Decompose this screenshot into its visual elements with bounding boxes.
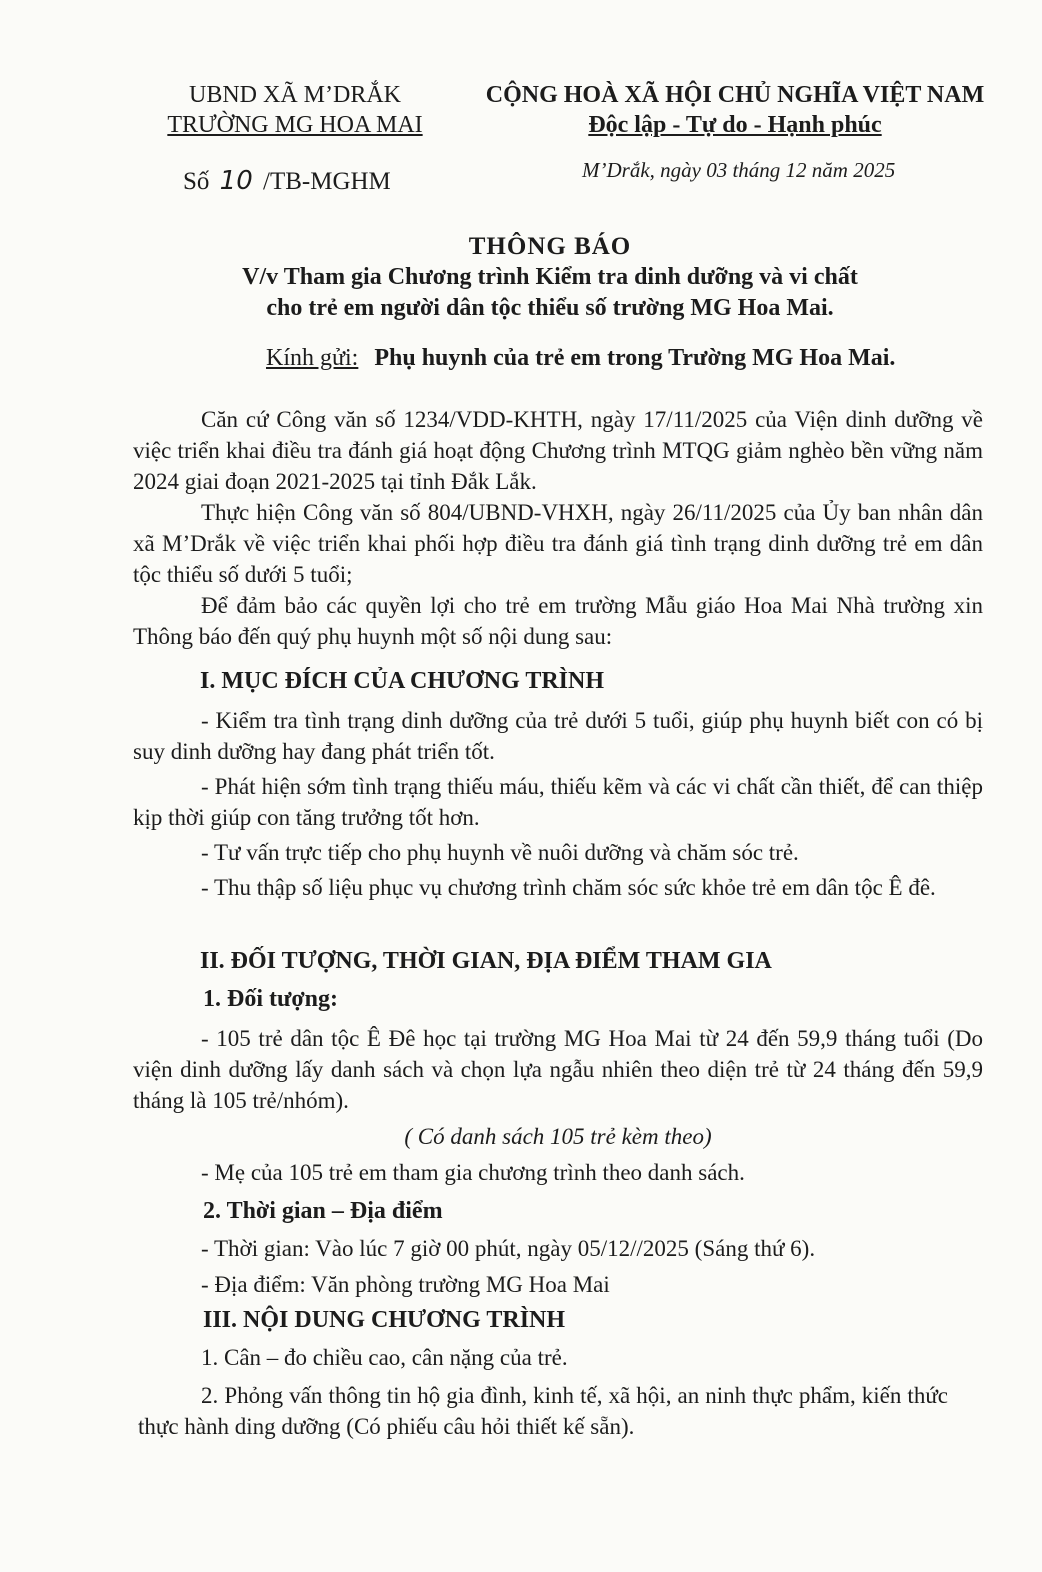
section3-heading: III. NỘI DUNG CHƯƠNG TRÌNH bbox=[203, 1307, 566, 1333]
intro-paragraphs bbox=[133, 404, 983, 652]
number-prefix: Số bbox=[183, 168, 210, 195]
list-attached-note: ( Có danh sách 105 trẻ kèm theo) bbox=[404, 1124, 712, 1149]
number-value: 10 bbox=[219, 166, 253, 196]
intro-paragraph: Thực hiện Công văn số 804/UBND-VHXH, ngày 26/11/2025 của Ủy ban nhân dân xã M’Drắk về việc triển khai phối hợp điều tra đánh giá tình trạng dinh dưỡng trẻ em dân tộc thiểu số dưới 5 tuổi; bbox=[133, 500, 983, 587]
section2-heading: II. ĐỐI TƯỢNG, THỜI GIAN, ĐỊA ĐIỂM THAM GIA bbox=[200, 948, 772, 974]
document-date: M’Drắk, ngày 03 tháng 12 năm 2025 bbox=[582, 158, 896, 182]
national-motto: Độc lập - Tự do - Hạnh phúc bbox=[588, 112, 882, 138]
document-subject-line1: V/v Tham gia Chương trình Kiểm tra dinh dưỡng và vi chất bbox=[242, 264, 858, 290]
target-description: - 105 trẻ dân tộc Ê Đê học tại trường MG Hoa Mai từ 24 đến 59,9 tháng tuổi (Do viện dinh dưỡng lấy danh sách và chọn lựa ngẫu nhiên theo diện trẻ từ 24 tháng đến 59,9 tháng là 105 trẻ/nhóm). bbox=[133, 1026, 983, 1113]
title-block bbox=[100, 232, 1000, 324]
content-item-2: 2. Phỏng vấn thông tin hộ gia đình, kinh tế, xã hội, an ninh thực phẩm, kiến thức thực hành ding dưỡng (Có phiếu câu hỏi thiết kế sẵn). bbox=[138, 1383, 948, 1439]
content-item-1: 1. Cân – đo chiều cao, cân nặng của trẻ. bbox=[201, 1345, 568, 1370]
section1-items bbox=[133, 705, 983, 903]
national-title: CỘNG HOÀ XÃ HỘI CHỦ NGHĨA VIỆT NAM bbox=[485, 82, 985, 108]
issuer-block bbox=[150, 80, 440, 140]
mothers-line: - Mẹ của 105 trẻ em tham gia chương trình theo danh sách. bbox=[201, 1160, 745, 1185]
section1-heading: I. MỤC ĐÍCH CỦA CHƯƠNG TRÌNH bbox=[200, 668, 605, 694]
time-line: - Thời gian: Vào lúc 7 giờ 00 phút, ngày 05/12//2025 (Sáng thứ 6). bbox=[201, 1236, 816, 1261]
section2-sub1-heading: 1. Đối tượng: bbox=[203, 986, 339, 1012]
section2-target-text bbox=[133, 1023, 983, 1116]
content-item-2-block bbox=[138, 1380, 948, 1442]
issuer-school: TRƯỜNG MG HOA MAI bbox=[167, 112, 423, 138]
purpose-item: - Thu thập số liệu phục vụ chương trình chăm sóc sức khỏe trẻ em dân tộc Ê đê. bbox=[201, 875, 936, 900]
document-subject-line2: cho trẻ em người dân tộc thiểu số trường MG Hoa Mai. bbox=[266, 295, 834, 321]
intro-paragraph: Để đảm bảo các quyền lợi cho trẻ em trường Mẫu giáo Hoa Mai Nhà trường xin Thông báo đến quý phụ huynh một số nội dung sau: bbox=[133, 593, 983, 649]
national-motto-block bbox=[470, 80, 1000, 140]
purpose-item: - Tư vấn trực tiếp cho phụ huynh về nuôi dưỡng và chăm sóc trẻ. bbox=[201, 840, 799, 865]
recipient-text: Phụ huynh của trẻ em trong Trường MG Hoa Mai. bbox=[374, 345, 896, 371]
recipient-label: Kính gửi: bbox=[266, 345, 359, 371]
document-title: THÔNG BÁO bbox=[468, 233, 632, 260]
place-line: - Địa điểm: Văn phòng trường MG Hoa Mai bbox=[201, 1272, 610, 1297]
number-suffix: /TB-MGHM bbox=[263, 168, 391, 195]
issuer-authority: UBND XÃ M’DRẮK bbox=[188, 82, 401, 108]
intro-paragraph: Căn cứ Công văn số 1234/VDD-KHTH, ngày 17/11/2025 của Viện dinh dưỡng về việc triển khai điều tra đánh giá hoạt động Chương trình MTQG giảm nghèo bền vững năm 2024 giai đoạn 2021-2025 tại tỉnh Đắk Lắk. bbox=[133, 407, 983, 494]
purpose-item: - Phát hiện sớm tình trạng thiếu máu, thiếu kẽm và các vi chất cần thiết, để can thiệp kịp thời giúp con tăng trưởng tốt hơn. bbox=[133, 774, 983, 830]
recipient-line bbox=[266, 345, 895, 372]
section2-sub2-heading: 2. Thời gian – Địa điểm bbox=[203, 1198, 443, 1224]
document-number bbox=[183, 166, 391, 196]
purpose-item: - Kiểm tra tình trạng dinh dưỡng của trẻ dưới 5 tuổi, giúp phụ huynh biết con có bị suy dinh dưỡng hay đang phát triển tốt. bbox=[133, 708, 983, 764]
